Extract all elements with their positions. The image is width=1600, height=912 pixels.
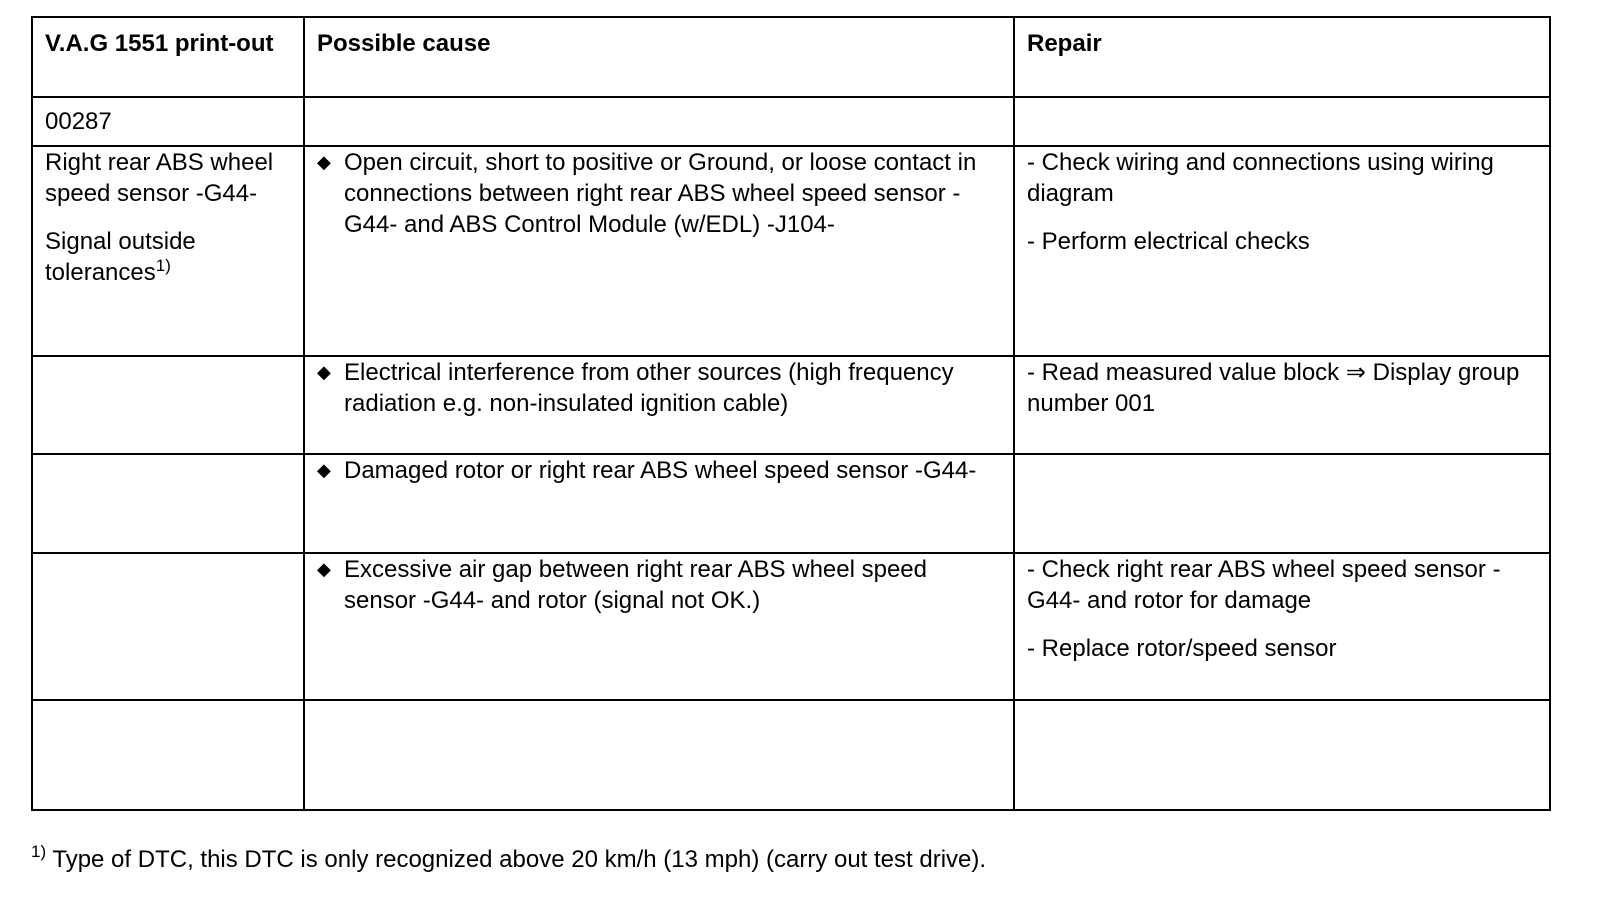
- footnote-text: Type of DTC, this DTC is only recognized above 20 km/h (13 mph) (carry out test drive).: [52, 846, 987, 873]
- status-text: Signal outside tolerances$^{1)}$: [45, 228, 196, 286]
- repair-cell: [1014, 553, 1550, 700]
- code-row: [32, 97, 1550, 146]
- table-row: [32, 146, 1550, 356]
- empty-cell: [1014, 97, 1550, 146]
- header-printout: V.A.G 1551 print-out: [32, 17, 304, 97]
- diamond-bullet-icon: ◆: [317, 362, 331, 382]
- repair-step: - Perform electrical checks: [1027, 228, 1310, 255]
- header-possible-cause: Possible cause: [304, 17, 1014, 97]
- repair-cell: [1014, 146, 1550, 356]
- header-row: [32, 17, 1550, 97]
- repair-step: - Replace rotor/speed sensor: [1027, 635, 1337, 662]
- repair-step: - Read measured value block ⇒ Display group number 001: [1027, 359, 1520, 417]
- empty-row: [32, 700, 1550, 810]
- empty-cell: [1014, 700, 1550, 810]
- cause-text: Excessive air gap between right rear ABS wheel speed sensor -G44- and rotor (signal not OK.): [344, 556, 927, 614]
- empty-cell: [32, 700, 304, 810]
- diamond-bullet-icon: ◆: [317, 152, 331, 172]
- repair-step: - Check wiring and connections using wiring diagram: [1027, 149, 1494, 207]
- empty-cell: [304, 700, 1014, 810]
- cause-cell: [304, 356, 1014, 454]
- empty-cell: [304, 97, 1014, 146]
- footnote-marker: 1): [31, 842, 47, 861]
- footnote: [31, 844, 986, 875]
- empty-cell: [32, 356, 304, 454]
- empty-cell: [32, 553, 304, 700]
- footnote-marker: 1): [155, 256, 171, 275]
- printout-cell: [32, 146, 304, 356]
- cause-cell: [304, 553, 1014, 700]
- cause-text: Open circuit, short to positive or Ground, or loose contact in connections between right rear ABS wheel speed sensor -G44- and ABS Control Module (w/EDL) -J104-: [344, 149, 977, 238]
- dtc-table: [31, 16, 1551, 811]
- component-name: Right rear ABS wheel speed sensor -G44-: [45, 149, 274, 207]
- empty-cell: [1014, 454, 1550, 553]
- cause-text: Electrical interference from other sources (high frequency radiation e.g. non-insulated ignition cable): [344, 359, 954, 417]
- fault-code: 00287: [32, 97, 304, 146]
- table-row: [32, 356, 1550, 454]
- table-row: [32, 553, 1550, 700]
- cause-cell: [304, 146, 1014, 356]
- repair-step: - Check right rear ABS wheel speed sensor -G44- and rotor for damage: [1027, 556, 1501, 614]
- diamond-bullet-icon: ◆: [317, 460, 331, 480]
- empty-cell: [32, 454, 304, 553]
- table-row: [32, 454, 1550, 553]
- header-repair: Repair: [1014, 17, 1550, 97]
- diamond-bullet-icon: ◆: [317, 559, 331, 579]
- cause-text: Damaged rotor or right rear ABS wheel speed sensor -G44-: [344, 457, 977, 484]
- repair-cell: [1014, 356, 1550, 454]
- cause-cell: [304, 454, 1014, 553]
